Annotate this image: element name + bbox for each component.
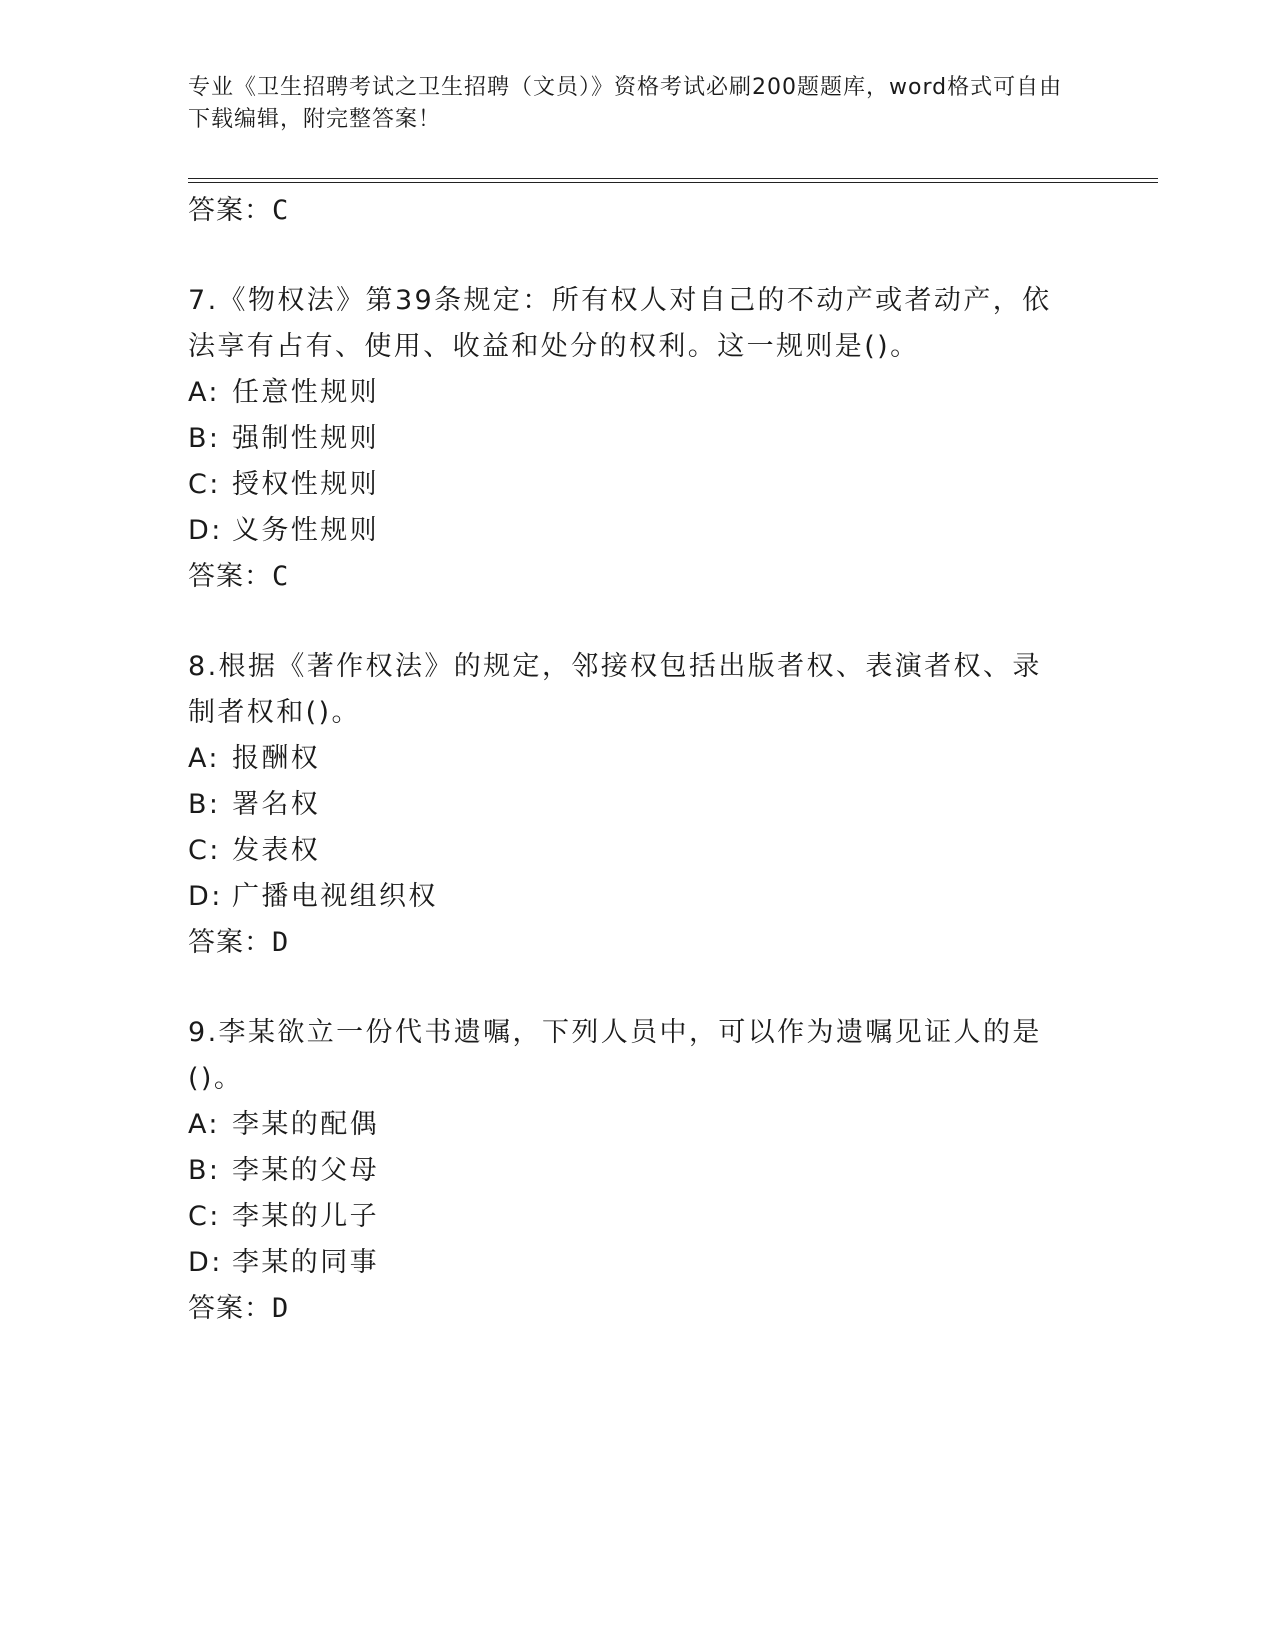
option-b (188, 782, 1088, 828)
option-key: D: (188, 881, 223, 912)
answer-line (188, 920, 1088, 966)
option-text: 李某的父母 (232, 1155, 379, 1186)
answer-line (188, 1286, 1088, 1332)
question-item (188, 644, 1088, 966)
question-stem: 9.李某欲立一份代书遗嘱，下列人员中，可以作为遗嘱见证人的是()。 (188, 1017, 1042, 1094)
option-key: C: (188, 835, 221, 866)
answer-label: 答案： (188, 927, 272, 958)
option-c (188, 828, 1088, 874)
header-divider-bottom (188, 182, 1158, 183)
option-text: 李某的配偶 (232, 1109, 379, 1140)
option-key: A: (188, 377, 220, 408)
option-a (188, 370, 1088, 416)
option-key: B: (188, 423, 221, 454)
option-text: 发表权 (232, 835, 321, 866)
answer-label: 答案： (188, 195, 272, 226)
option-c (188, 1194, 1088, 1240)
option-text: 李某的同事 (232, 1247, 379, 1278)
option-key: C: (188, 469, 221, 500)
answer-value: C (272, 561, 290, 592)
question-list (188, 188, 1088, 1332)
option-text: 强制性规则 (232, 423, 379, 454)
option-b (188, 416, 1088, 462)
answer-value: C (272, 195, 290, 226)
answer-value: D (272, 927, 290, 958)
option-a (188, 736, 1088, 782)
option-text: 授权性规则 (232, 469, 379, 500)
option-d (188, 508, 1088, 554)
option-d (188, 874, 1088, 920)
header-divider-top (188, 178, 1158, 179)
question-item (188, 1010, 1088, 1332)
option-text: 署名权 (232, 789, 321, 820)
option-text: 报酬权 (232, 743, 321, 774)
option-key: D: (188, 515, 223, 546)
option-key: D: (188, 1247, 223, 1278)
question-stem: 8.根据《著作权法》的规定，邻接权包括出版者权、表演者权、录制者权和()。 (188, 651, 1042, 728)
answer-label: 答案： (188, 561, 272, 592)
option-text: 任意性规则 (232, 377, 379, 408)
option-a (188, 1102, 1088, 1148)
option-key: B: (188, 1155, 221, 1186)
option-key: B: (188, 789, 221, 820)
option-key: A: (188, 743, 220, 774)
option-c (188, 462, 1088, 508)
option-text: 广播电视组织权 (232, 881, 438, 912)
answer-label: 答案： (188, 1293, 272, 1324)
option-text: 李某的儿子 (232, 1201, 379, 1232)
option-d (188, 1240, 1088, 1286)
option-key: C: (188, 1201, 221, 1232)
option-text: 义务性规则 (232, 515, 379, 546)
answer-line (188, 554, 1088, 600)
question-item (188, 278, 1088, 600)
answer-value: D (272, 1293, 290, 1324)
question-stem: 7.《物权法》第39条规定：所有权人对自己的不动产或者动产，依法享有占有、使用、收益和处分的权利。这一规则是()。 (188, 285, 1052, 362)
document-header: 专业《卫生招聘考试之卫生招聘（文员）》资格考试必刷200题题库，word格式可自由下载编辑，附完整答案！ (188, 75, 1063, 132)
option-b (188, 1148, 1088, 1194)
option-key: A: (188, 1109, 220, 1140)
answer-line (188, 188, 1088, 234)
